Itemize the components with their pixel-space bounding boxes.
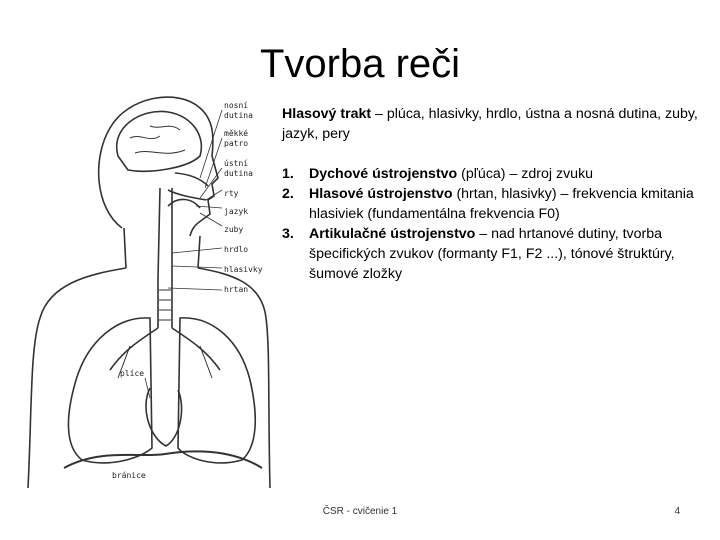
- intro-paragraph: [282, 104, 702, 144]
- neck-outline: [124, 228, 200, 268]
- label-hrtan: hrtan: [224, 285, 249, 294]
- list-item-rest: (hrtan, hlasivky) – frekvencia kmitania hlasiviek (fundamentálna frekvencia F0): [309, 186, 694, 222]
- left-lung: [68, 318, 152, 463]
- label-nosni-dutina-2: dutina: [224, 111, 253, 120]
- page-number: 4: [674, 506, 680, 517]
- list-item-number: 3.: [282, 226, 294, 242]
- points-list: [282, 164, 702, 284]
- bronchi: [110, 328, 220, 370]
- label-hlasivky: hlasivky: [224, 265, 263, 274]
- head-outline: [99, 97, 218, 236]
- pharynx: [158, 188, 160, 278]
- list-item: [282, 224, 702, 284]
- label-nosni-dutina-1: nosní: [224, 101, 249, 110]
- diaphragm: [64, 451, 262, 468]
- list-item: [282, 164, 702, 184]
- label-branice: bránice: [112, 471, 146, 480]
- list-item-rest: (pľúca) – zdroj zvuku: [457, 166, 594, 182]
- label-zuby: zuby: [224, 225, 244, 234]
- brain-shape: [117, 111, 202, 171]
- list-item-term: Artikulačné ústrojenstvo: [309, 226, 476, 242]
- anatomy-drawing: [0, 78, 272, 488]
- slide-content: [282, 104, 702, 284]
- slide-footer: ČSR - cvičenie 1: [322, 506, 398, 517]
- label-hrdlo: hrdlo: [224, 245, 249, 254]
- label-rty: rty: [224, 189, 239, 198]
- label-ustni-dutina-1: ústní: [224, 159, 249, 168]
- intro-term: Hlasový trakt: [282, 106, 372, 122]
- slide-title-text: Tvorba reči: [259, 42, 461, 86]
- list-item-number: 1.: [282, 166, 294, 182]
- list-item-term: Dychové ústrojenstvo: [309, 166, 458, 182]
- label-jazyk: jazyk: [224, 207, 249, 216]
- list-item-term: Hlasové ústrojenstvo: [309, 186, 453, 202]
- label-plice: plíce: [120, 369, 145, 378]
- label-mekke-patro-1: měkké: [224, 129, 249, 138]
- respiratory-anatomy-figure: [0, 78, 272, 488]
- list-item-number: 2.: [282, 186, 294, 202]
- list-item-rest: – nad hrtanové dutiny, tvorba špecifických zvukov (formanty F1, F2 ...), tónové štruktúry, šumové zložky: [309, 226, 675, 282]
- nasal-cavity: [175, 173, 208, 186]
- intro-rest: – plúca, hlasivky, hrdlo, ústna a nosná dutina, zuby, jazyk, pery: [282, 106, 698, 142]
- oral-cavity: [168, 190, 206, 200]
- label-mekke-patro-2: patro: [224, 139, 249, 148]
- list-item: [282, 184, 702, 224]
- label-ustni-dutina-2: dutina: [224, 169, 253, 178]
